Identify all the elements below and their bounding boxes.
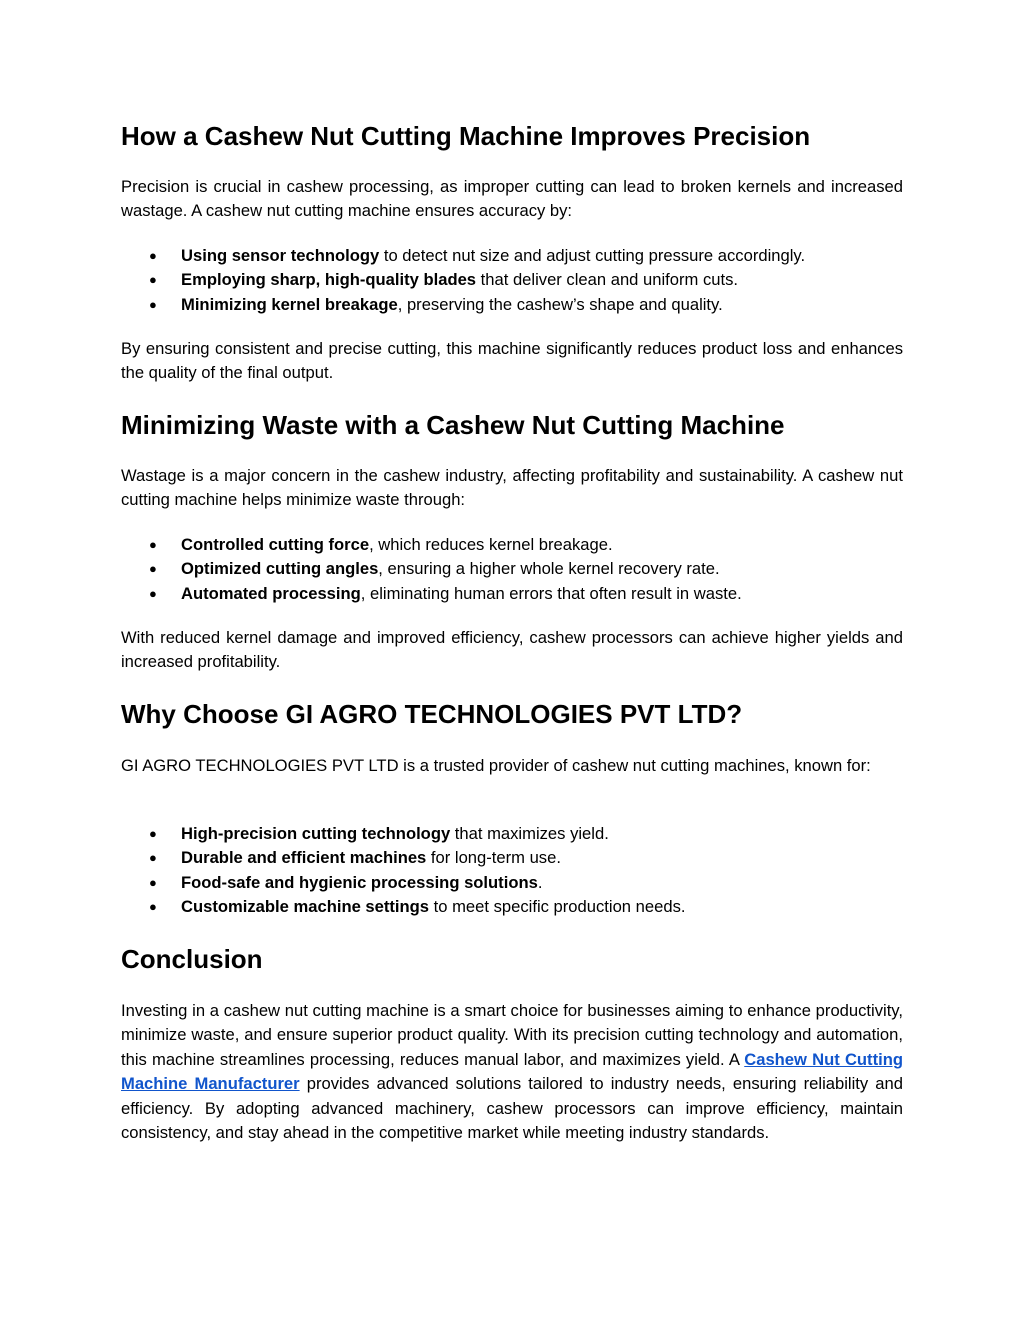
list-item: [121, 895, 903, 919]
bullet-icon: ●: [149, 272, 157, 288]
bullet-icon: ●: [149, 296, 157, 312]
list-item: [121, 244, 903, 268]
list-item-text: , eliminating human errors that often result in waste.: [360, 583, 742, 603]
bullet-icon: ●: [149, 826, 157, 841]
list-item-text: to meet specific production needs.: [429, 897, 686, 917]
list-item: [121, 871, 903, 895]
list-item-text: for long-term use.: [426, 848, 561, 868]
list-item: [121, 582, 903, 606]
list-item-bold: Food-safe and hygienic processing solutions: [181, 872, 538, 892]
list-item: [121, 533, 903, 557]
conclusion-text-before: Investing in a cashew nut cutting machine is a smart choice for businesses aiming to enhance productivity, minimize waste, and ensure superior product quality. With its precision cutting technology and automation, this machine streamlines processing, reduces manual labor, and maximizes yield. A: [121, 1001, 903, 1069]
list-item-bold: Automated processing: [181, 583, 361, 603]
list-item-text: that deliver clean and uniform cuts.: [476, 270, 738, 290]
heading-precision: How a Cashew Nut Cutting Machine Improves Precision: [121, 121, 811, 151]
list-item-text: .: [537, 872, 543, 892]
conclusion-paragraph: [121, 999, 903, 1145]
bullet-icon: ●: [149, 874, 157, 890]
precision-bullet-list: [121, 244, 903, 317]
list-item-bold: Controlled cutting force: [181, 535, 370, 554]
bullet-icon: ●: [149, 561, 157, 577]
why-bullet-list: [121, 822, 903, 920]
list-item-bold: Optimized cutting angles: [181, 559, 379, 579]
list-item-text: that maximizes yield.: [450, 824, 609, 843]
list-item-bold: Minimizing kernel breakage: [181, 294, 398, 314]
waste-bullet-list: [121, 533, 903, 606]
list-item-bold: Customizable machine settings: [181, 897, 430, 917]
why-intro: GI AGRO TECHNOLOGIES PVT LTD is a trusted provider of cashew nut cutting machines, known for:: [121, 756, 871, 775]
bullet-icon: ●: [149, 585, 157, 601]
list-item-bold: Employing sharp, high-quality blades: [181, 270, 477, 290]
heading-conclusion: Conclusion: [121, 944, 263, 974]
heading-waste: Minimizing Waste with a Cashew Nut Cutting Machine: [121, 410, 785, 440]
bullet-icon: ●: [149, 248, 157, 263]
heading-why-choose: Why Choose GI AGRO TECHNOLOGIES PVT LTD?: [121, 699, 743, 729]
list-item-bold: High-precision cutting technology: [181, 824, 451, 843]
bullet-icon: ●: [149, 899, 157, 915]
waste-intro: Wastage is a major concern in the cashew industry, affecting profitability and sustainability. A cashew nut cutting machine helps minimize waste through:: [121, 466, 903, 510]
manufacturer-link[interactable]: Cashew Nut Cutting Machine Manufacturer: [121, 1049, 903, 1094]
list-item: [121, 268, 903, 292]
list-item-text: , which reduces kernel breakage.: [369, 535, 613, 554]
precision-outro: By ensuring consistent and precise cutting, this machine significantly reduces product loss and enhances the quality of the final output.: [121, 339, 903, 383]
waste-outro: With reduced kernel damage and improved efficiency, cashew processors can achieve higher yields and increased profitability.: [121, 628, 903, 672]
list-item: [121, 557, 903, 581]
list-item: [121, 822, 903, 846]
list-item: [121, 293, 903, 317]
list-item-bold: Using sensor technology: [181, 246, 380, 265]
conclusion-text-after: provides advanced solutions tailored to industry needs, ensuring reliability and efficiency. By adopting advanced machinery, cashew processors can improve efficiency, maintain consistency, and stay ahead in the competitive market while meeting industry standards.: [121, 1074, 903, 1143]
list-item-text: , preserving the cashew’s shape and quality.: [397, 294, 723, 314]
bullet-icon: ●: [149, 850, 157, 866]
bullet-icon: ●: [149, 537, 157, 552]
precision-intro: Precision is crucial in cashew processing, as improper cutting can lead to broken kernels and increased wastage. A cashew nut cutting machine ensures accuracy by:: [121, 177, 903, 221]
list-item-bold: Durable and efficient machines: [181, 848, 427, 868]
list-item-text: to detect nut size and adjust cutting pressure accordingly.: [379, 246, 806, 265]
list-item-text: , ensuring a higher whole kernel recovery rate.: [378, 559, 720, 579]
list-item: [121, 846, 903, 870]
